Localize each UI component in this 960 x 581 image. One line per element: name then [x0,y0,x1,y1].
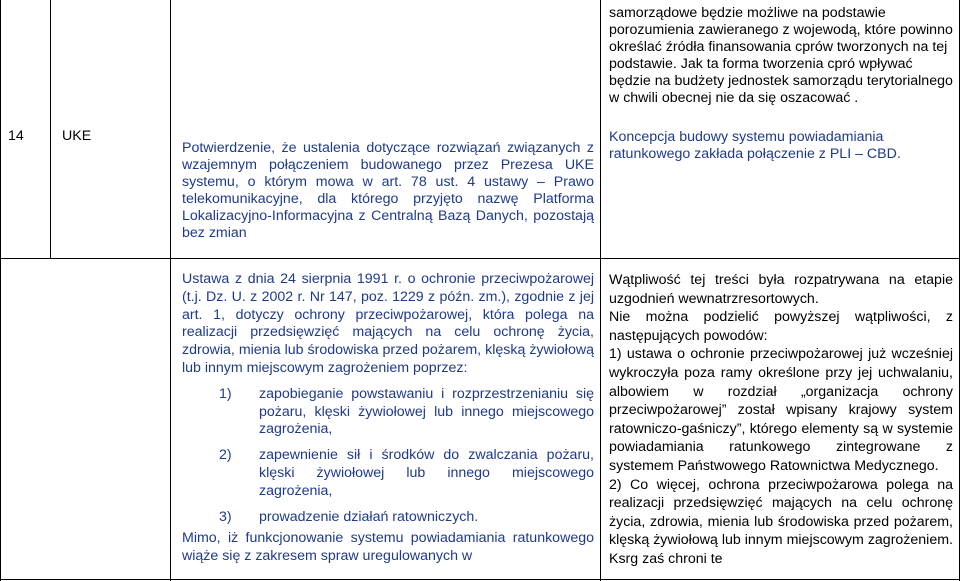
list-item-text: prowadzenie działań ratowniczych. [259,508,479,525]
response-paragraph-4: 2) Co więcej, ochrona przeciwpożarowa polega na realizacji przedsięwzięć mających na celu ochronę życia, zdrowia, mienia lub środowiska przed pożarem, klęską żywiołową lub innym miejscowym zagrożeniem. Ksrg zaś chroni te [609,476,953,567]
list-item-text: zapobieganie powstawaniu i rozprzestrzenianiu się pożaru, klęski żywiołowej lub innego miejscowego zagrożenia, [259,385,594,438]
col-divider-2 [50,0,51,258]
col-divider-1 [0,0,1,581]
response-column [609,271,953,569]
table-bottom-border [0,579,960,580]
comment-intro: Ustawa z dnia 24 sierpnia 1991 r. o ochronie przeciwpożarowej (t.j. Dz. U. z 2002 r. Nr 147, poz. 1229 z późn. zm.), zgodnie z jej art. 1, dotyczy ochrony przeciwpożarowej, która polega na realizacji przedsięwzięć mających na celu ochronę życia, zdrowia, mienia lub środowiska przed pożarem, klęską żywiołową lub innym miejscowym zagrożeniem poprzez: [182,271,594,376]
response-paragraph-2: Nie można podzielić powyższej wątpliwości, z następujących powodów: [609,309,953,344]
list-item [182,386,594,439]
list-item-text: zapewnienie sił i środków do zwalczania pożaru, klęski żywiołowej lub innego miejscowego zagrożenia, [259,447,594,499]
col-divider-3 [170,0,171,581]
response-paragraph-3: 1) ustawa o ochronie przeciwpożarowej już wcześniej wykroczyła poza ramy określone przy jej uchwalaniu, albowiem w rozdział „organizacja ochrony przeciwpożarowej” został wpisany krajowy system ratowniczo-gaśniczy”, którego elementy są w systemie powiadamiania ratunkowego zintegrowane z systemem Państwowego Ratownictwa Medycznego. [609,346,953,474]
comment-column [182,271,594,566]
list-item-number: 2) [219,447,232,464]
row-number: 14 [8,128,24,144]
col-divider-4 [600,0,601,581]
list-item-number: 1) [219,385,232,402]
list-item-number: 3) [219,508,232,525]
response-conclusion-text: Koncepcja budowy systemu powiadamiania ratunkowego zakłada połączenie z PLI – CBD. [609,129,901,162]
list-item [182,509,594,527]
comment-text: Potwierdzenie, że ustalenia dotyczące rozwiązań związanych z wzajemnym połączeniem budowanego przez Prezesa UKE systemu, o którym mowa w art. 78 ust. 4 ustawy – Prawo telekomunikacyjne, dla którego przyjęto nazwę Platforma Lokalizacyjno-Informacyjna z Centralną Bazą Danych, pozostają bez zmian [182,140,594,241]
row-divider [0,258,960,259]
comment-outro: Mimo, iż funkcjonowanie systemu powiadamiania ratunkowego wiąże się z zakresem spraw uregulowanych w [182,530,594,565]
response-paragraph-1: Wątpliwość tej treści była rozpatrywana na etapie uzgodnień wewnatrzresortowych. [609,272,953,307]
list-item [182,447,594,500]
response-top-text: samorządowe będzie możliwe na podstawie porozumienia zawieranego z wojewodą, które powinno określać źródła finansowania cprów tworzonych na tej podstawie. Jak ta forma tworzenia cpró wpływać będzie na budżety jednostek samorządu terytorialnego w chwili obecnej nie da się oszacować . [609,5,953,106]
organization-name: UKE [62,128,92,144]
